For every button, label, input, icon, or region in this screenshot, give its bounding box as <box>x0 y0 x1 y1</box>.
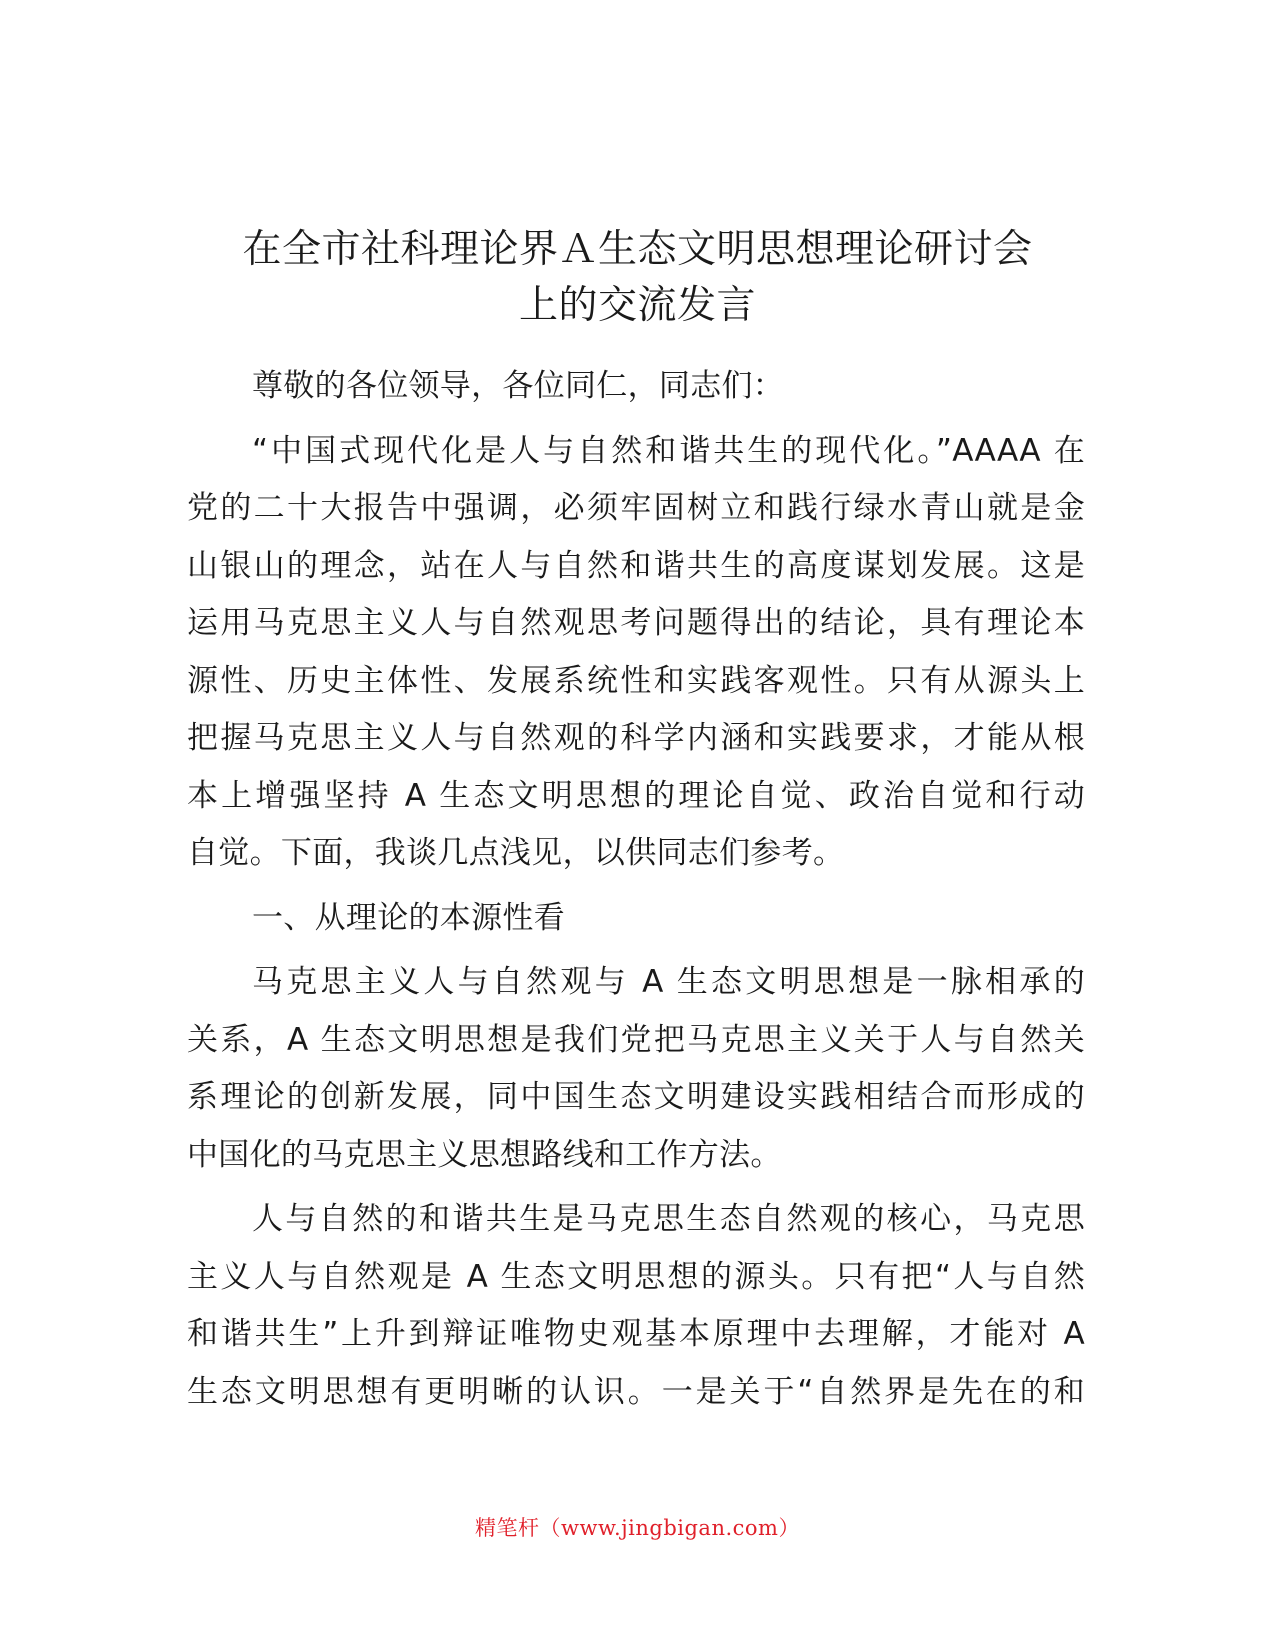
paragraph-line: 和谐共生”上升到辩证唯物史观基本原理中去理解，才能对 A <box>187 1316 1085 1352</box>
paragraph-line: 党的二十大报告中强调，必须牢固树立和践行绿水青山就是金 <box>187 490 1085 526</box>
paragraph-1 <box>187 423 1085 883</box>
paragraph-line: 系理论的创新发展，同中国生态文明建设实践相结合而形成的 <box>187 1079 1085 1115</box>
paragraph-2 <box>187 954 1085 1184</box>
paragraph-3 <box>187 1191 1085 1421</box>
paragraph-line: 把握马克思主义人与自然观的科学内涵和实践要求，才能从根 <box>187 720 1085 756</box>
document-title <box>150 222 1125 334</box>
paragraph-line: 本上增强坚持 A 生态文明思想的理论自觉、政治自觉和行动 <box>187 777 1085 814</box>
title-line: 在全市社科理论界Ａ生态文明思想理论研讨会 <box>242 227 1033 272</box>
paragraph-line: 山银山的理念，站在人与自然和谐共生的高度谋划发展。这是 <box>187 547 1085 584</box>
title-line: 上的交流发言 <box>518 283 756 328</box>
footer-watermark: 精笔杆（www.jingbigan.com） <box>475 1516 800 1540</box>
paragraph-line: 生态文明思想有更明晰的认识。一是关于“自然界是先在的和 <box>187 1373 1085 1410</box>
paragraph-line: 中国化的马克思主义思想路线和工作方法。 <box>187 1136 782 1173</box>
paragraph-line: 运用马克思主义人与自然观思考问题得出的结论，具有理论本 <box>187 605 1085 641</box>
paragraph-line: “中国式现代化是人与自然和谐共生的现代化。”AAAA 在 <box>252 432 1085 469</box>
section-heading: 一、从理论的本源性看 <box>252 899 565 936</box>
salutation: 尊敬的各位领导，各位同仁，同志们： <box>252 368 785 404</box>
paragraph-line: 自觉。下面，我谈几点浅见，以供同志们参考。 <box>187 835 845 871</box>
document-body <box>187 358 1085 1421</box>
paragraph-line: 关系，A 生态文明思想是我们党把马克思主义关于人与自然关 <box>187 1021 1085 1058</box>
paragraph-line: 人与自然的和谐共生是马克思生态自然观的核心，马克思 <box>252 1201 1085 1237</box>
paragraph-line: 马克思主义人与自然观与 A 生态文明思想是一脉相承的 <box>252 964 1085 1000</box>
paragraph-line: 源性、历史主体性、发展系统性和实践客观性。只有从源头上 <box>187 662 1085 699</box>
paragraph-line: 主义人与自然观是 A 生态文明思想的源头。只有把“人与自然 <box>187 1258 1085 1295</box>
